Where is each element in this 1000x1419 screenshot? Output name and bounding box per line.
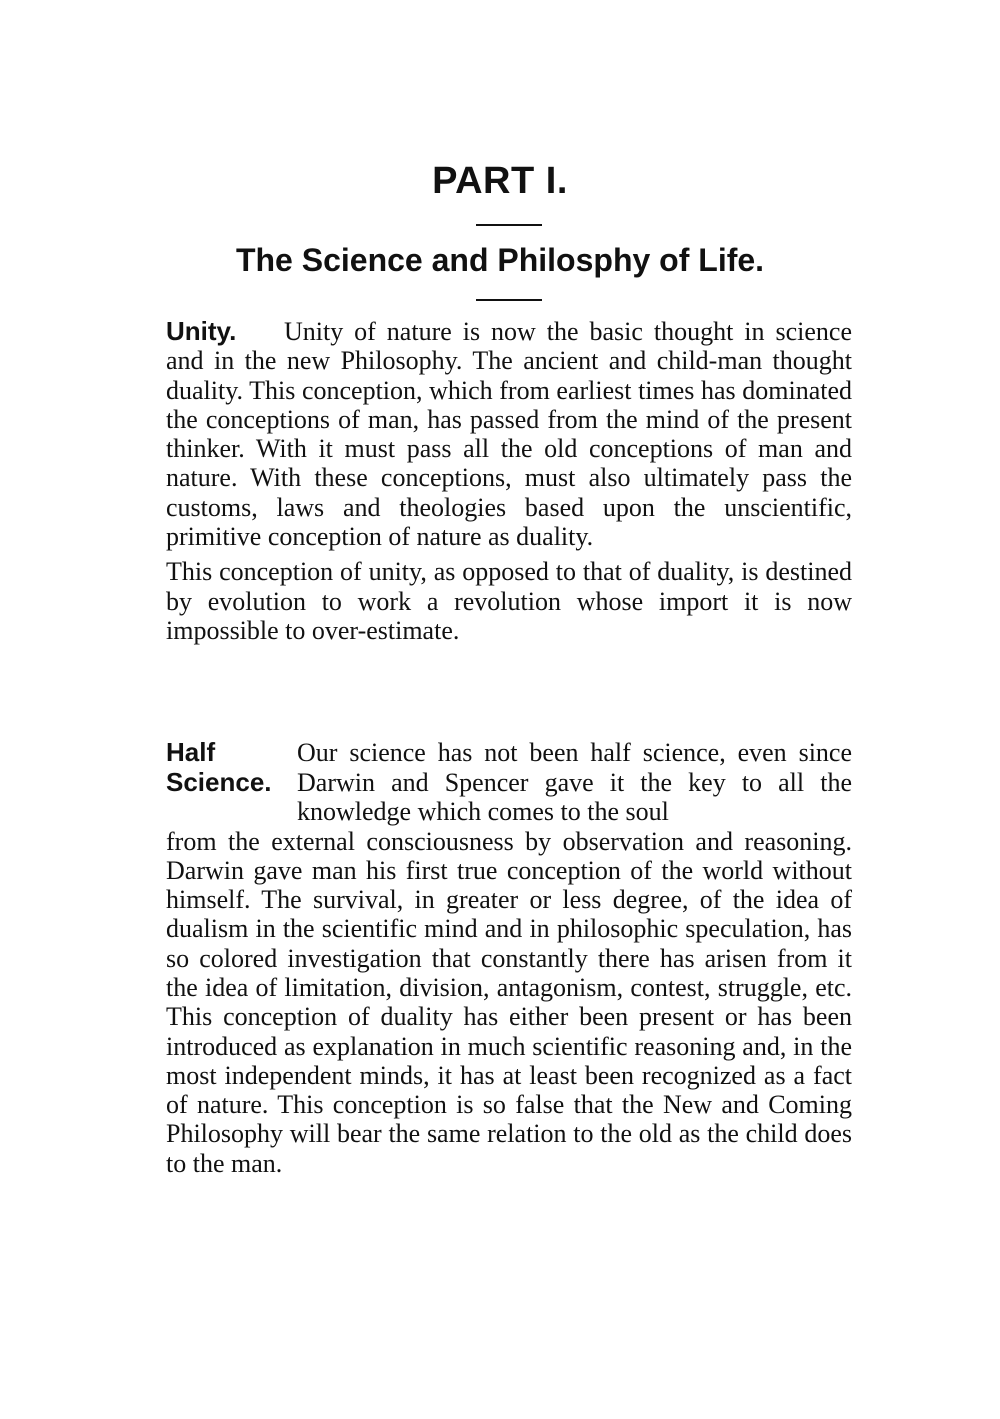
divider-rule-bottom — [476, 299, 542, 301]
paragraph-unity-1: Unity of nature is now the basic thought in science and in the new Philosophy. The ancient and child-man thought duality. This conception, which from earliest times has dominated the conceptions of man, has passed from the mind of the present thinker. With it must pass all the old conceptions of man and nature. With these conceptions, must also ultimately pass the customs, laws and theologies based upon the unscientific, primitive conception of nature as duality. — [166, 317, 852, 552]
paragraph-unity-2: This conception of unity, as opposed to that of duality, is destined by evolution to work a revolution whose import it is now impossible to over-estimate. — [166, 557, 852, 645]
side-heading-half-science — [166, 738, 272, 797]
divider-rule-top — [476, 224, 542, 226]
part-heading: PART I. — [432, 160, 568, 202]
side-heading-unity — [166, 317, 236, 347]
side-heading-line: Science. — [166, 766, 272, 797]
side-heading-line: Half — [166, 737, 216, 767]
section-half-science — [166, 738, 852, 1178]
paragraph-half-science-lead: Our science has not been half science, even since Darwin and Spencer gave it the key to all the knowledge which comes to the soul — [297, 738, 852, 826]
paragraph-half-science: from the external consciousness by observation and reasoning. Darwin gave man his first true conception of the world without himself. The survival, in greater or less degree, of the idea of dualism in the scientific mind and in philosophic speculation, has so colored investigation that constantly there has arisen from it the idea of limitation, division, antagonism, contest, struggle, etc. This conception of duality has either been present or has been introduced as explanation in much scientific reasoning and, in the most independent minds, it has at least been recognized as a fact of nature. This conception is so false that the New and Coming Philosophy will bear the same relation to the old as the child does to the man. — [166, 826, 852, 1178]
side-heading-line: Unity. — [166, 316, 237, 346]
chapter-title: The Science and Philosphy of Life. — [235, 242, 765, 278]
section-unity — [166, 317, 852, 645]
